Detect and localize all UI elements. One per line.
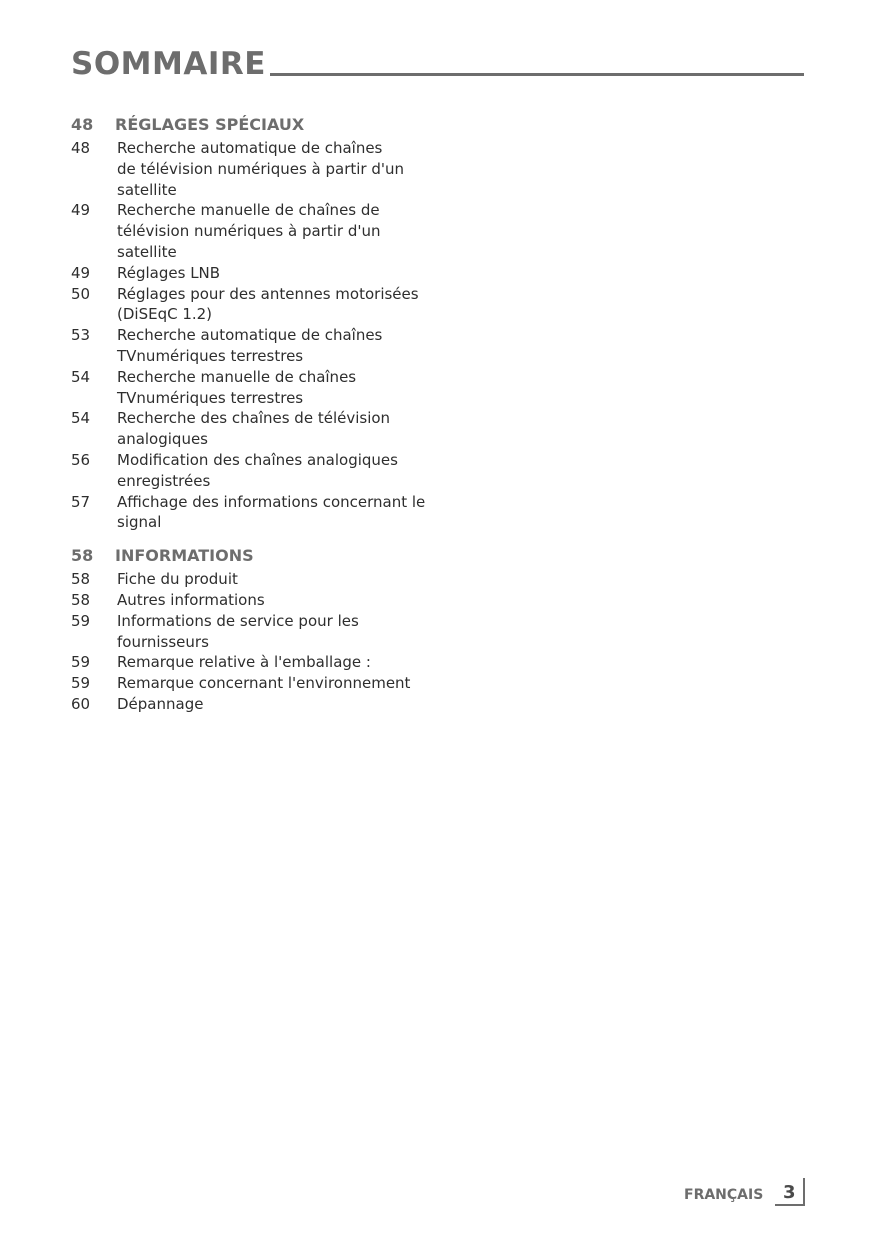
toc-entry[interactable] bbox=[71, 652, 431, 673]
entry-page-number: 50 bbox=[71, 284, 91, 303]
entry-page-number: 58 bbox=[71, 570, 91, 589]
toc-entry[interactable] bbox=[71, 284, 431, 326]
toc-entry[interactable] bbox=[71, 590, 431, 611]
entry-page-number: 60 bbox=[71, 694, 91, 713]
entry-page-number: 49 bbox=[71, 263, 91, 282]
section-heading[interactable] bbox=[71, 545, 431, 569]
entry-title: Informations de service pour les fournisseurs bbox=[117, 611, 359, 651]
entry-page-number: 59 bbox=[71, 611, 91, 630]
entry-page-number: 48 bbox=[71, 139, 91, 157]
entry-page-number: 56 bbox=[71, 450, 91, 469]
entry-title: Remarque concernant l'environnement bbox=[117, 674, 411, 693]
entry-title: Fiche du produit bbox=[117, 570, 238, 589]
toc-section-informations bbox=[71, 545, 431, 715]
toc-section-reglages-speciaux bbox=[71, 114, 431, 533]
entry-title: Remarque relative à l'emballage : bbox=[117, 653, 371, 672]
entry-title: Réglages LNB bbox=[117, 263, 221, 282]
toc-entry[interactable] bbox=[71, 611, 431, 653]
entry-title: Dépannage bbox=[117, 694, 204, 713]
table-of-contents bbox=[71, 114, 431, 715]
footer-language: FRANÇAIS bbox=[684, 1187, 764, 1203]
toc-entry[interactable] bbox=[71, 138, 431, 200]
toc-entry[interactable] bbox=[71, 200, 431, 262]
entry-title: Recherche manuelle de chaînes de télévision numériques à partir d'un satellite bbox=[117, 201, 381, 261]
section-title: RÉGLAGES SPÉCIAUX bbox=[115, 115, 305, 134]
entry-page-number: 58 bbox=[71, 590, 91, 609]
section-heading[interactable] bbox=[71, 114, 431, 138]
entry-page-number: 53 bbox=[71, 326, 91, 345]
entry-title: Recherche manuelle de chaînes TVnumériques terrestres bbox=[117, 367, 357, 407]
entry-title: Recherche des chaînes de télévision analogiques bbox=[117, 409, 391, 449]
toc-entry[interactable] bbox=[71, 263, 431, 284]
section-page-number: 48 bbox=[71, 115, 94, 134]
entry-title: Recherche automatique de chaînes TVnumériques terrestres bbox=[117, 326, 383, 365]
entry-title: Autres informations bbox=[117, 590, 265, 609]
entry-title: Réglages pour des antennes motorisées (DiSEqC 1.2) bbox=[117, 284, 419, 324]
toc-entry[interactable] bbox=[71, 673, 431, 694]
entry-page-number: 59 bbox=[71, 653, 91, 672]
entry-title: Affichage des informations concernant le signal bbox=[117, 492, 426, 532]
section-title: INFORMATIONS bbox=[115, 546, 254, 566]
entry-page-number: 54 bbox=[71, 409, 91, 428]
toc-entry[interactable] bbox=[71, 367, 431, 409]
toc-entry[interactable] bbox=[71, 408, 431, 450]
toc-entry[interactable] bbox=[71, 694, 431, 715]
page-footer bbox=[684, 1176, 824, 1206]
toc-entry[interactable] bbox=[71, 325, 431, 367]
title-rule bbox=[270, 73, 804, 76]
entry-page-number: 57 bbox=[71, 492, 91, 511]
page-title: SOMMAIRE bbox=[71, 46, 266, 82]
toc-entry[interactable] bbox=[71, 569, 431, 590]
toc-entry[interactable] bbox=[71, 450, 431, 492]
entry-page-number: 54 bbox=[71, 367, 91, 386]
section-page-number: 58 bbox=[71, 546, 94, 566]
page-header bbox=[71, 40, 804, 80]
entry-title: Modification des chaînes analogiques enregistrées bbox=[117, 450, 398, 490]
entry-title: Recherche automatique de chaînes de télévision numériques à partir d'un satellite bbox=[117, 139, 405, 199]
entry-page-number: 49 bbox=[71, 201, 91, 220]
toc-entry[interactable] bbox=[71, 492, 431, 534]
entry-page-number: 59 bbox=[71, 674, 91, 693]
page-number: 3 bbox=[775, 1178, 805, 1206]
